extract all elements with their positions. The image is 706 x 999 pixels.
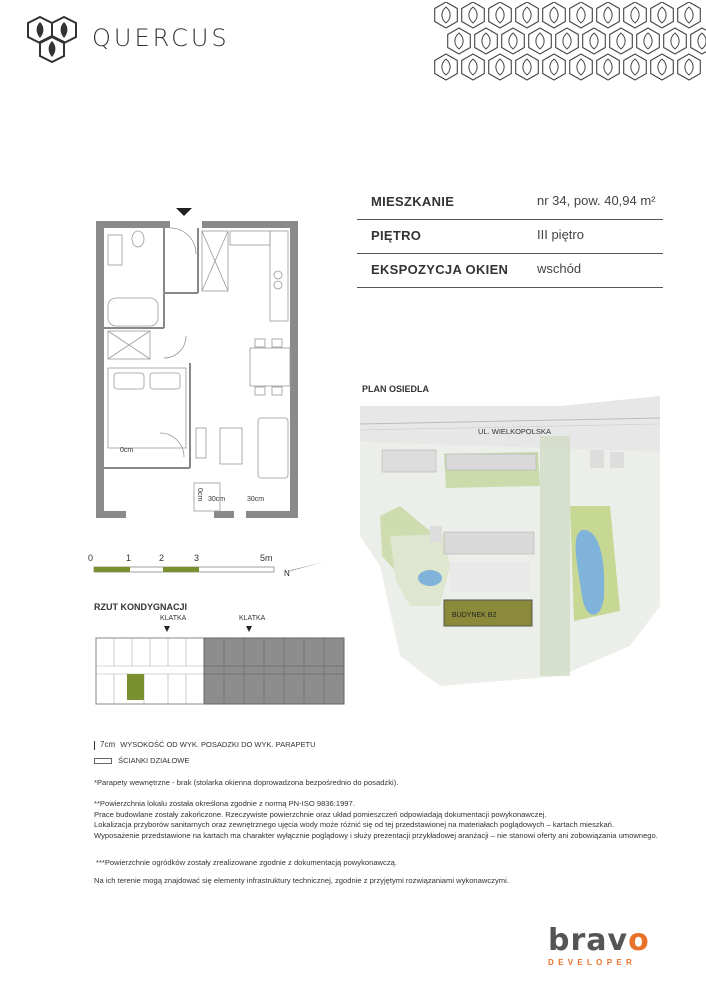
oak-leaf-pattern-icon xyxy=(434,2,706,84)
scale-label: 2 xyxy=(159,553,165,563)
hex-leaf-tile xyxy=(516,54,539,80)
info-value: wschód xyxy=(537,261,582,276)
street-label: UL. WIELKOPOLSKA xyxy=(478,427,551,436)
note-line: **Powierzchnia lokalu została określona zgodnie z normą PN-ISO 9836:1997. xyxy=(94,799,355,808)
note-line: *Parapety wewnętrzne - brak (stolarka okienna doprowadzona bezpośrednio do posadzki). xyxy=(94,778,399,787)
hex-leaf-tile xyxy=(462,54,485,80)
apartment-info-table xyxy=(357,186,663,288)
hex-leaf-tile xyxy=(637,28,660,54)
hex-leaf-tile xyxy=(489,2,512,28)
oak-leaf-hexagon-icon xyxy=(26,14,78,64)
brand-name: QUERCUS xyxy=(92,24,230,52)
hex-leaf-tile xyxy=(624,54,647,80)
hex-leaf-tile xyxy=(475,28,498,54)
hex-leaf-tile xyxy=(435,2,458,28)
info-label: MIESZKANIE xyxy=(371,194,455,209)
legend-height-value: 7cm xyxy=(100,740,116,749)
notes-area xyxy=(94,799,694,841)
note-line: Prace budowlane zostały zakończone. Rzeczywiste powierzchnie oraz układ pomieszczeń odpowiadają dokumentacji powykonawczej. xyxy=(94,809,547,819)
hex-leaf-tile xyxy=(610,28,633,54)
hex-leaf-tile xyxy=(678,54,701,80)
hex-leaf-tile xyxy=(502,28,525,54)
note-line: Lokalizacja przyborów sanitarnych oraz zewnętrznego ujęcia wody może różnić się od tej przedstawionej na materiałach poglądowych – kartach mieszkań. xyxy=(94,820,615,829)
north-arrow-icon xyxy=(284,562,324,578)
entrance-arrow-icon xyxy=(176,208,192,216)
dimension-label: 0cm xyxy=(196,488,203,502)
scale-label: 1 xyxy=(126,553,132,563)
apartment-floor-plan xyxy=(90,203,310,523)
hex-leaf-tile xyxy=(435,54,458,80)
developer-subtitle: DEVELOPER xyxy=(548,958,637,967)
notes xyxy=(94,778,694,789)
info-label: EKSPOZYCJA OKIEN xyxy=(371,262,509,277)
wordmark-part: o xyxy=(628,923,650,958)
note-line: ***Powierzchnie ogródków zostały zrealizowane zgodnie z dokumentacją powykonawczą. xyxy=(96,857,397,867)
hex-leaf-tile xyxy=(543,2,566,28)
hex-leaf-tile xyxy=(529,28,552,54)
building-label: BUDYNEK B2 xyxy=(452,612,497,619)
hex-leaf-tile xyxy=(583,28,606,54)
legend-height-text: WYSOKOŚĆ OD WYK. POSADZKI DO WYK. PARAPETU xyxy=(120,740,316,749)
info-value: III piętro xyxy=(537,227,584,242)
hex-leaf-tile xyxy=(691,28,706,54)
dimension-label: 30cm xyxy=(247,496,265,503)
scale-bar xyxy=(86,550,332,580)
hex-leaf-tile xyxy=(651,2,674,28)
hex-leaf-tile xyxy=(678,2,701,28)
info-label: PIĘTRO xyxy=(371,228,422,243)
site-plan-title: PLAN OSIEDLA xyxy=(362,384,430,394)
note-line: Na ich terenie mogą znajdować się elementy infrastruktury technicznej, zgodnie z przyjętymi rozwiązaniami wykonawczymi. xyxy=(94,875,509,885)
svg-text:N: N xyxy=(284,569,290,578)
hex-leaf-tile xyxy=(597,54,620,80)
stair-label: KLATKA xyxy=(239,615,266,622)
wordmark-part: brav xyxy=(548,923,629,958)
hex-leaf-tile xyxy=(543,54,566,80)
developer-wordmark xyxy=(548,923,650,958)
hex-leaf-tile xyxy=(462,2,485,28)
storey-plan-title: RZUT KONDYGNACJI xyxy=(94,602,188,612)
info-row-exposure xyxy=(357,254,663,288)
partition-wall-icon xyxy=(94,758,112,764)
scale-label: 3 xyxy=(194,553,200,563)
scale-label: 0 xyxy=(88,553,94,563)
info-value: nr 34, pow. 40,94 m² xyxy=(537,193,656,208)
legend xyxy=(94,740,316,765)
hex-leaf-tile xyxy=(489,54,512,80)
hex-leaf-tile xyxy=(597,2,620,28)
hex-leaf-tile xyxy=(651,54,674,80)
hex-leaf-tile xyxy=(516,2,539,28)
dimension-label: 30cm xyxy=(208,496,226,503)
site-plan-map xyxy=(360,396,660,696)
note-line: Wyposażenie przedstawione na kartach ma charakter wyłącznie poglądowy i służy prezentacji przykładowej aranżacji – nie stanowi oferty ani zobowiązania umownego. xyxy=(94,830,658,840)
hex-leaf-tile xyxy=(570,54,593,80)
info-row-apartment xyxy=(357,186,663,220)
stair-label: KLATKA xyxy=(160,615,187,622)
hex-leaf-tile xyxy=(556,28,579,54)
developer-logo xyxy=(548,923,650,967)
hex-leaf-tile xyxy=(664,28,687,54)
legend-walls-text: ŚCIANKI DZIAŁOWE xyxy=(118,756,190,765)
dimension-label: 0cm xyxy=(120,447,134,454)
info-row-floor xyxy=(357,220,663,254)
hex-leaf-tile xyxy=(448,28,471,54)
notes-garden xyxy=(94,850,694,894)
scale-label: 5m xyxy=(260,553,273,563)
storey-plan xyxy=(94,624,346,706)
hex-leaf-tile xyxy=(570,2,593,28)
hex-leaf-tile xyxy=(624,2,647,28)
